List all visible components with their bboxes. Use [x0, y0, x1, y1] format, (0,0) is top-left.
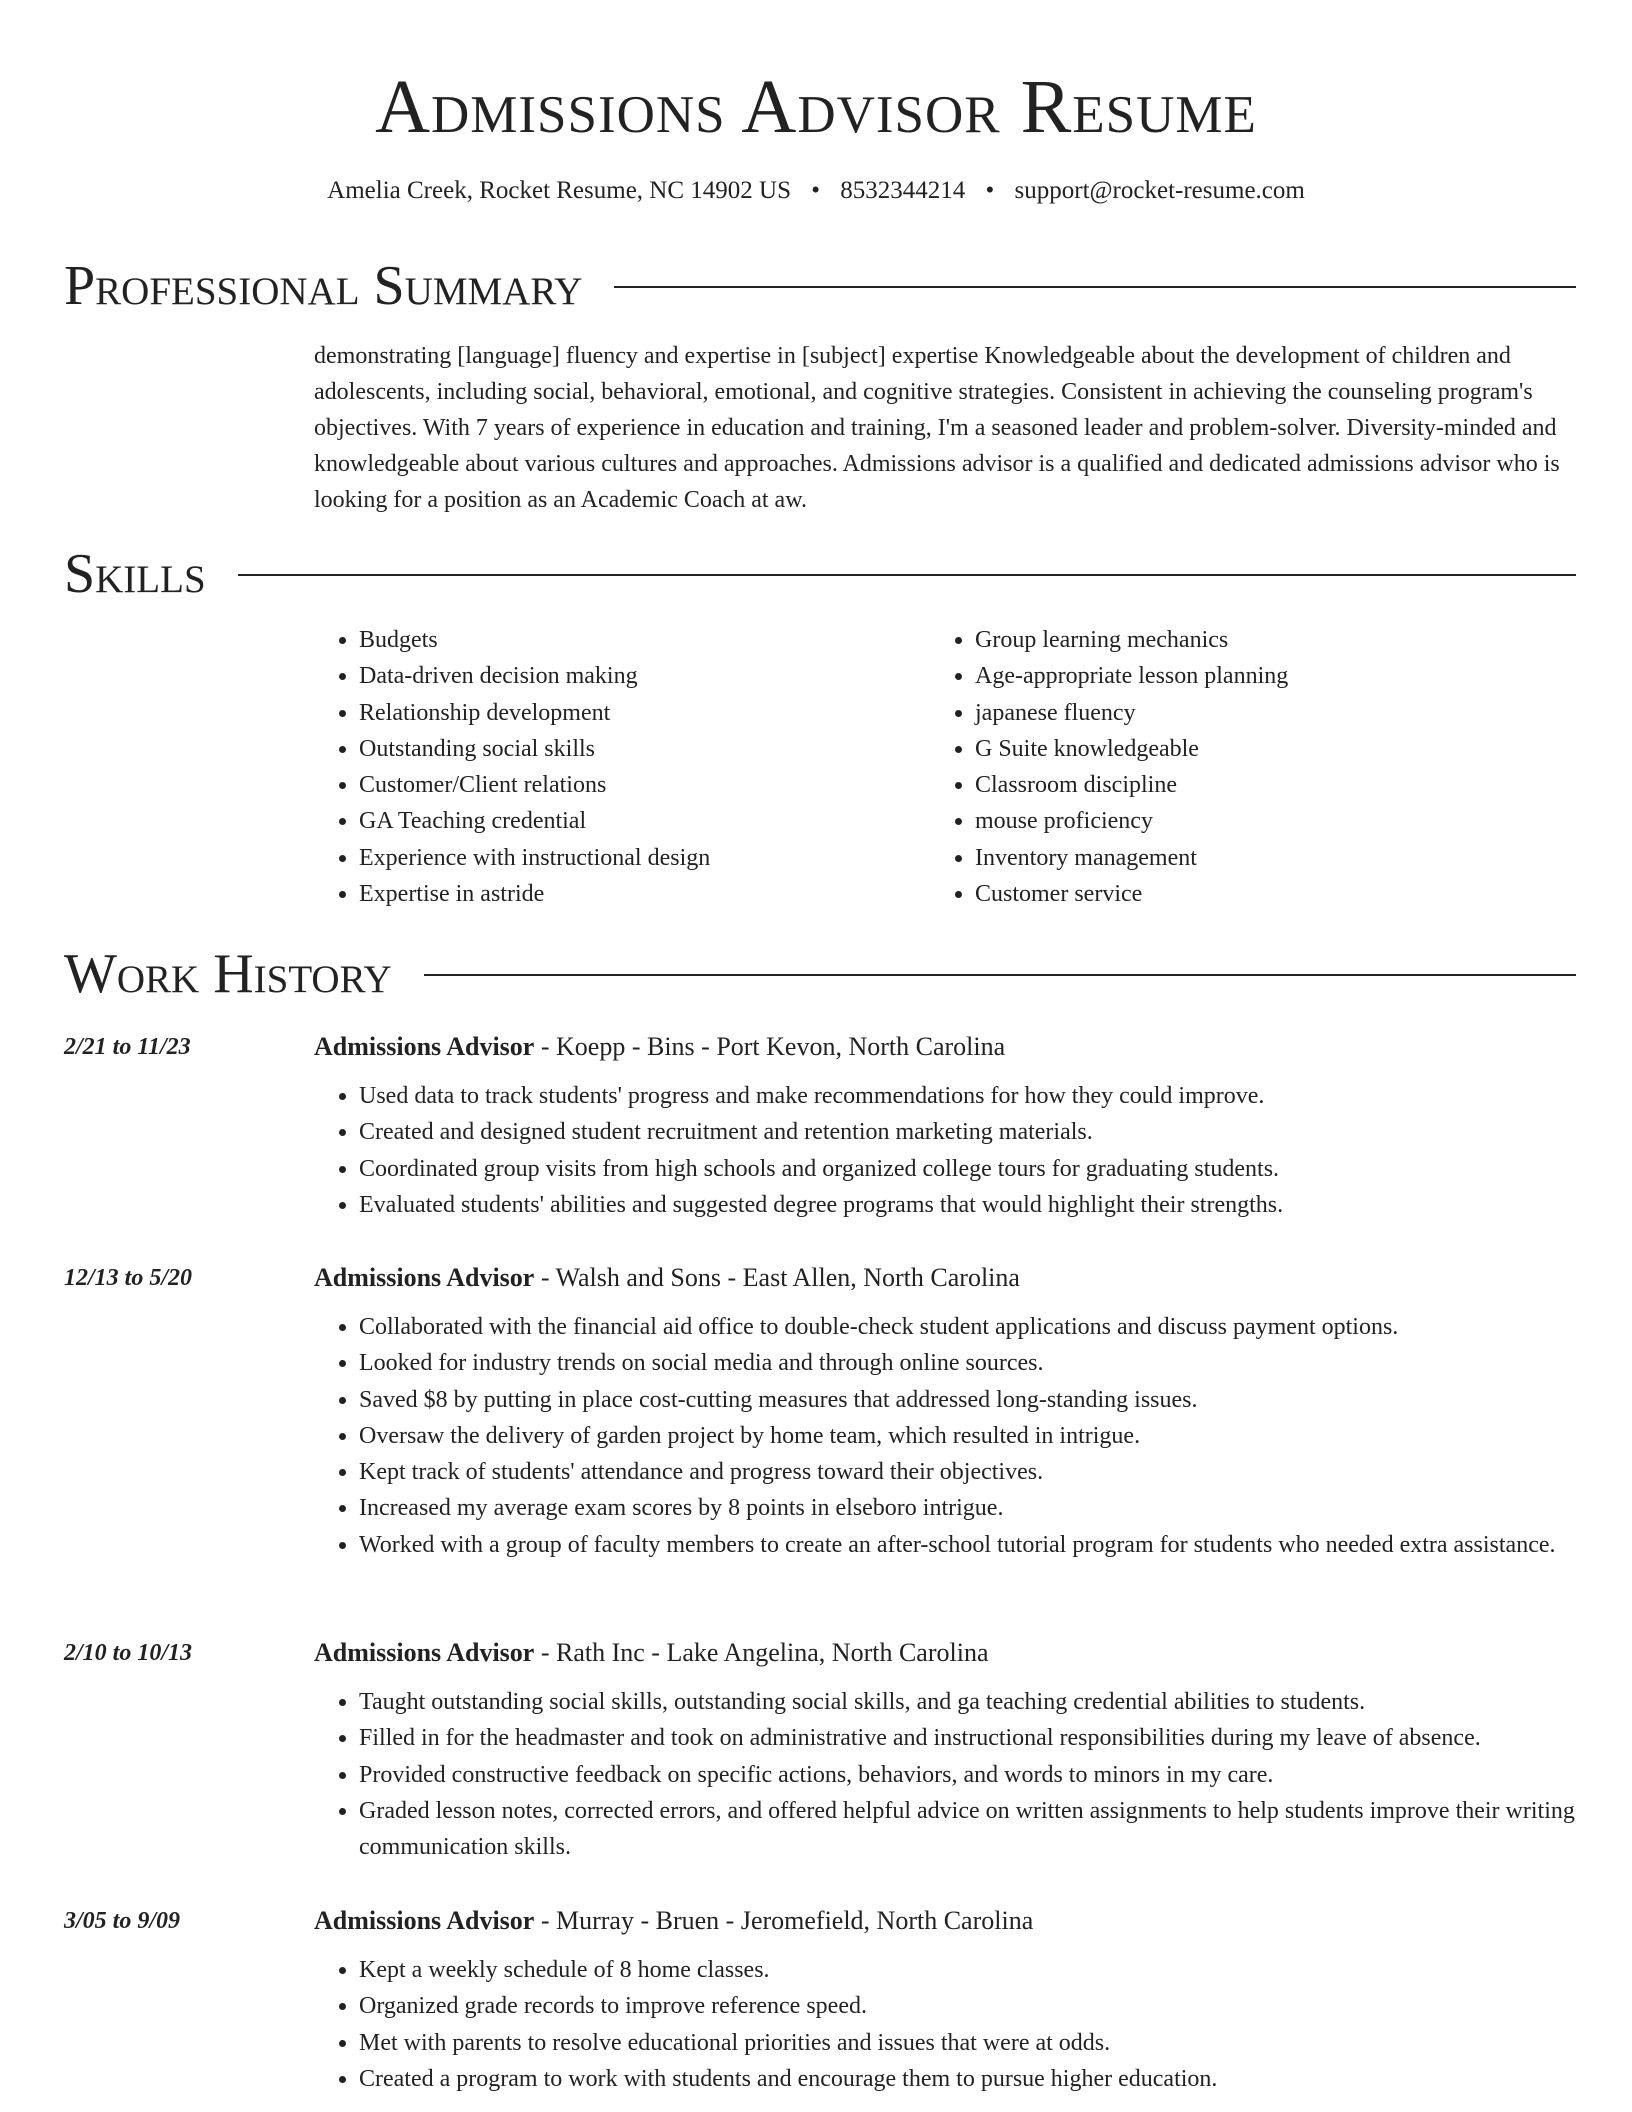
job-title: Admissions Advisor: [314, 1638, 535, 1667]
job-bullet: • Increased my average exam scores by 8 points in elseboro intrigue.: [359, 1490, 1621, 1526]
contact-separator: •: [811, 177, 821, 204]
job-bullet: • Created and designed student recruitment and retention marketing materials.: [359, 1114, 1621, 1150]
job-title: Admissions Advisor: [314, 1906, 535, 1935]
job-heading: [314, 1030, 1005, 1064]
job-entry: [64, 1030, 1576, 1230]
job-bullet: • Met with parents to resolve educational priorities and issues that were at odds.: [359, 2025, 1621, 2061]
skill-item: • Classroom discipline: [975, 767, 1575, 803]
skill-item: • Expertise in astride: [359, 876, 919, 912]
summary-section-header: [64, 254, 1576, 318]
skill-item: • Age-appropriate lesson planning: [975, 658, 1575, 694]
job-bullet: • Taught outstanding social skills, outstanding social skills, and ga teaching credential abilities to students.: [359, 1684, 1621, 1720]
summary-heading: Professional Summary: [64, 255, 583, 317]
job-bullet: • Kept track of students' attendance and progress toward their objectives.: [359, 1454, 1621, 1490]
skills-section-header: [64, 542, 1576, 606]
skill-item: • japanese fluency: [975, 695, 1575, 731]
job-entry: [64, 1636, 1576, 1876]
contact-separator: •: [985, 177, 995, 204]
skills-heading: Skills: [64, 543, 206, 605]
section-divider: [424, 974, 1576, 976]
skills-list-right: [930, 622, 1575, 912]
job-bullet: • Worked with a group of faculty members to create an after-school tutorial program for students who needed extra assistance.: [359, 1527, 1621, 1563]
job-bullet: • Filled in for the headmaster and took on administrative and instructional responsibilities during my leave of absence.: [359, 1720, 1621, 1756]
job-bullet: • Collaborated with the financial aid office to double-check student applications and discuss payment options.: [359, 1309, 1621, 1345]
job-date: 12/13 to 5/20: [64, 1265, 193, 1291]
job-bullet: • Provided constructive feedback on specific actions, behaviors, and words to minors in my care.: [359, 1757, 1621, 1793]
job-heading: [314, 1261, 1020, 1295]
job-bullets: [314, 1684, 1621, 1865]
job-details: - Rath Inc - Lake Angelina, North Carolina: [534, 1638, 989, 1667]
skill-item: • Relationship development: [359, 695, 919, 731]
job-bullet: • Used data to track students' progress and make recommendations for how they could improve.: [359, 1078, 1621, 1114]
skill-item: • Experience with instructional design: [359, 840, 919, 876]
job-details: - Walsh and Sons - East Allen, North Carolina: [534, 1263, 1020, 1292]
contact-address: Amelia Creek, Rocket Resume, NC 14902 US: [327, 177, 791, 204]
job-bullet: • Oversaw the delivery of garden project by home team, which resulted in intrigue.: [359, 1418, 1621, 1454]
skill-item: • mouse proficiency: [975, 803, 1575, 839]
job-details: - Koepp - Bins - Port Kevon, North Carolina: [534, 1032, 1006, 1061]
job-bullet: • Looked for industry trends on social media and through online sources.: [359, 1345, 1621, 1381]
job-details: - Murray - Bruen - Jeromefield, North Carolina: [534, 1906, 1034, 1935]
job-bullets: [314, 1078, 1621, 1223]
section-divider: [238, 574, 1576, 576]
section-divider: [614, 286, 1576, 288]
job-bullet: • Coordinated group visits from high schools and organized college tours for graduating students.: [359, 1151, 1621, 1187]
job-date: 2/21 to 11/23: [64, 1034, 191, 1060]
job-date: 2/10 to 10/13: [64, 1640, 193, 1666]
job-heading: [314, 1636, 988, 1670]
job-bullet: • Organized grade records to improve reference speed.: [359, 1988, 1621, 2024]
job-entry: [64, 1904, 1576, 2104]
job-entry: [64, 1261, 1576, 1601]
job-bullet: • Saved $8 by putting in place cost-cutting measures that addressed long-standing issues.: [359, 1382, 1621, 1418]
skill-item: • G Suite knowledgeable: [975, 731, 1575, 767]
skill-item: • Data-driven decision making: [359, 658, 919, 694]
contact-line: [0, 174, 1632, 208]
job-date: 3/05 to 9/09: [64, 1908, 181, 1934]
job-bullet: • Evaluated students' abilities and suggested degree programs that would highlight their strengths.: [359, 1187, 1621, 1223]
contact-phone: 8532344214: [840, 177, 966, 204]
job-bullets: [314, 1952, 1621, 2097]
summary-text: demonstrating [language] fluency and expertise in [subject] expertise Knowledgeable about the development of children and adolescents, including social, behavioral, emotional, and cognitive strategies. Consistent in achieving the counseling program's objectives. With 7 years of experience in education and training, I'm a seasoned leader and problem-solver. Diversity-minded and knowledgeable about various cultures and approaches. Admissions advisor is a qualified and dedicated admissions advisor who is looking for a position as an Academic Coach at aw.: [314, 343, 1560, 513]
contact-email: support@rocket-resume.com: [1014, 177, 1305, 204]
job-bullet: • Created a program to work with students and encourage them to pursue higher education.: [359, 2061, 1621, 2097]
skill-item: • Outstanding social skills: [359, 731, 919, 767]
skill-item: • Customer service: [975, 876, 1575, 912]
job-bullet: • Graded lesson notes, corrected errors, and offered helpful advice on written assignments to help students improve their writing communication skills.: [359, 1793, 1621, 1866]
skill-item: • Budgets: [359, 622, 919, 658]
skills-list-left: [314, 622, 919, 912]
resume-title: Admissions Advisor Resume: [375, 65, 1257, 149]
job-bullets: [314, 1309, 1621, 1563]
work-section-header: [64, 942, 1576, 1006]
skill-item: • GA Teaching credential: [359, 803, 919, 839]
job-title: Admissions Advisor: [314, 1032, 535, 1061]
work-heading: Work History: [64, 943, 392, 1005]
job-title: Admissions Advisor: [314, 1263, 535, 1292]
job-bullet: • Kept a weekly schedule of 8 home classes.: [359, 1952, 1621, 1988]
skill-item: • Inventory management: [975, 840, 1575, 876]
skill-item: • Group learning mechanics: [975, 622, 1575, 658]
job-heading: [314, 1904, 1033, 1938]
skill-item: • Customer/Client relations: [359, 767, 919, 803]
